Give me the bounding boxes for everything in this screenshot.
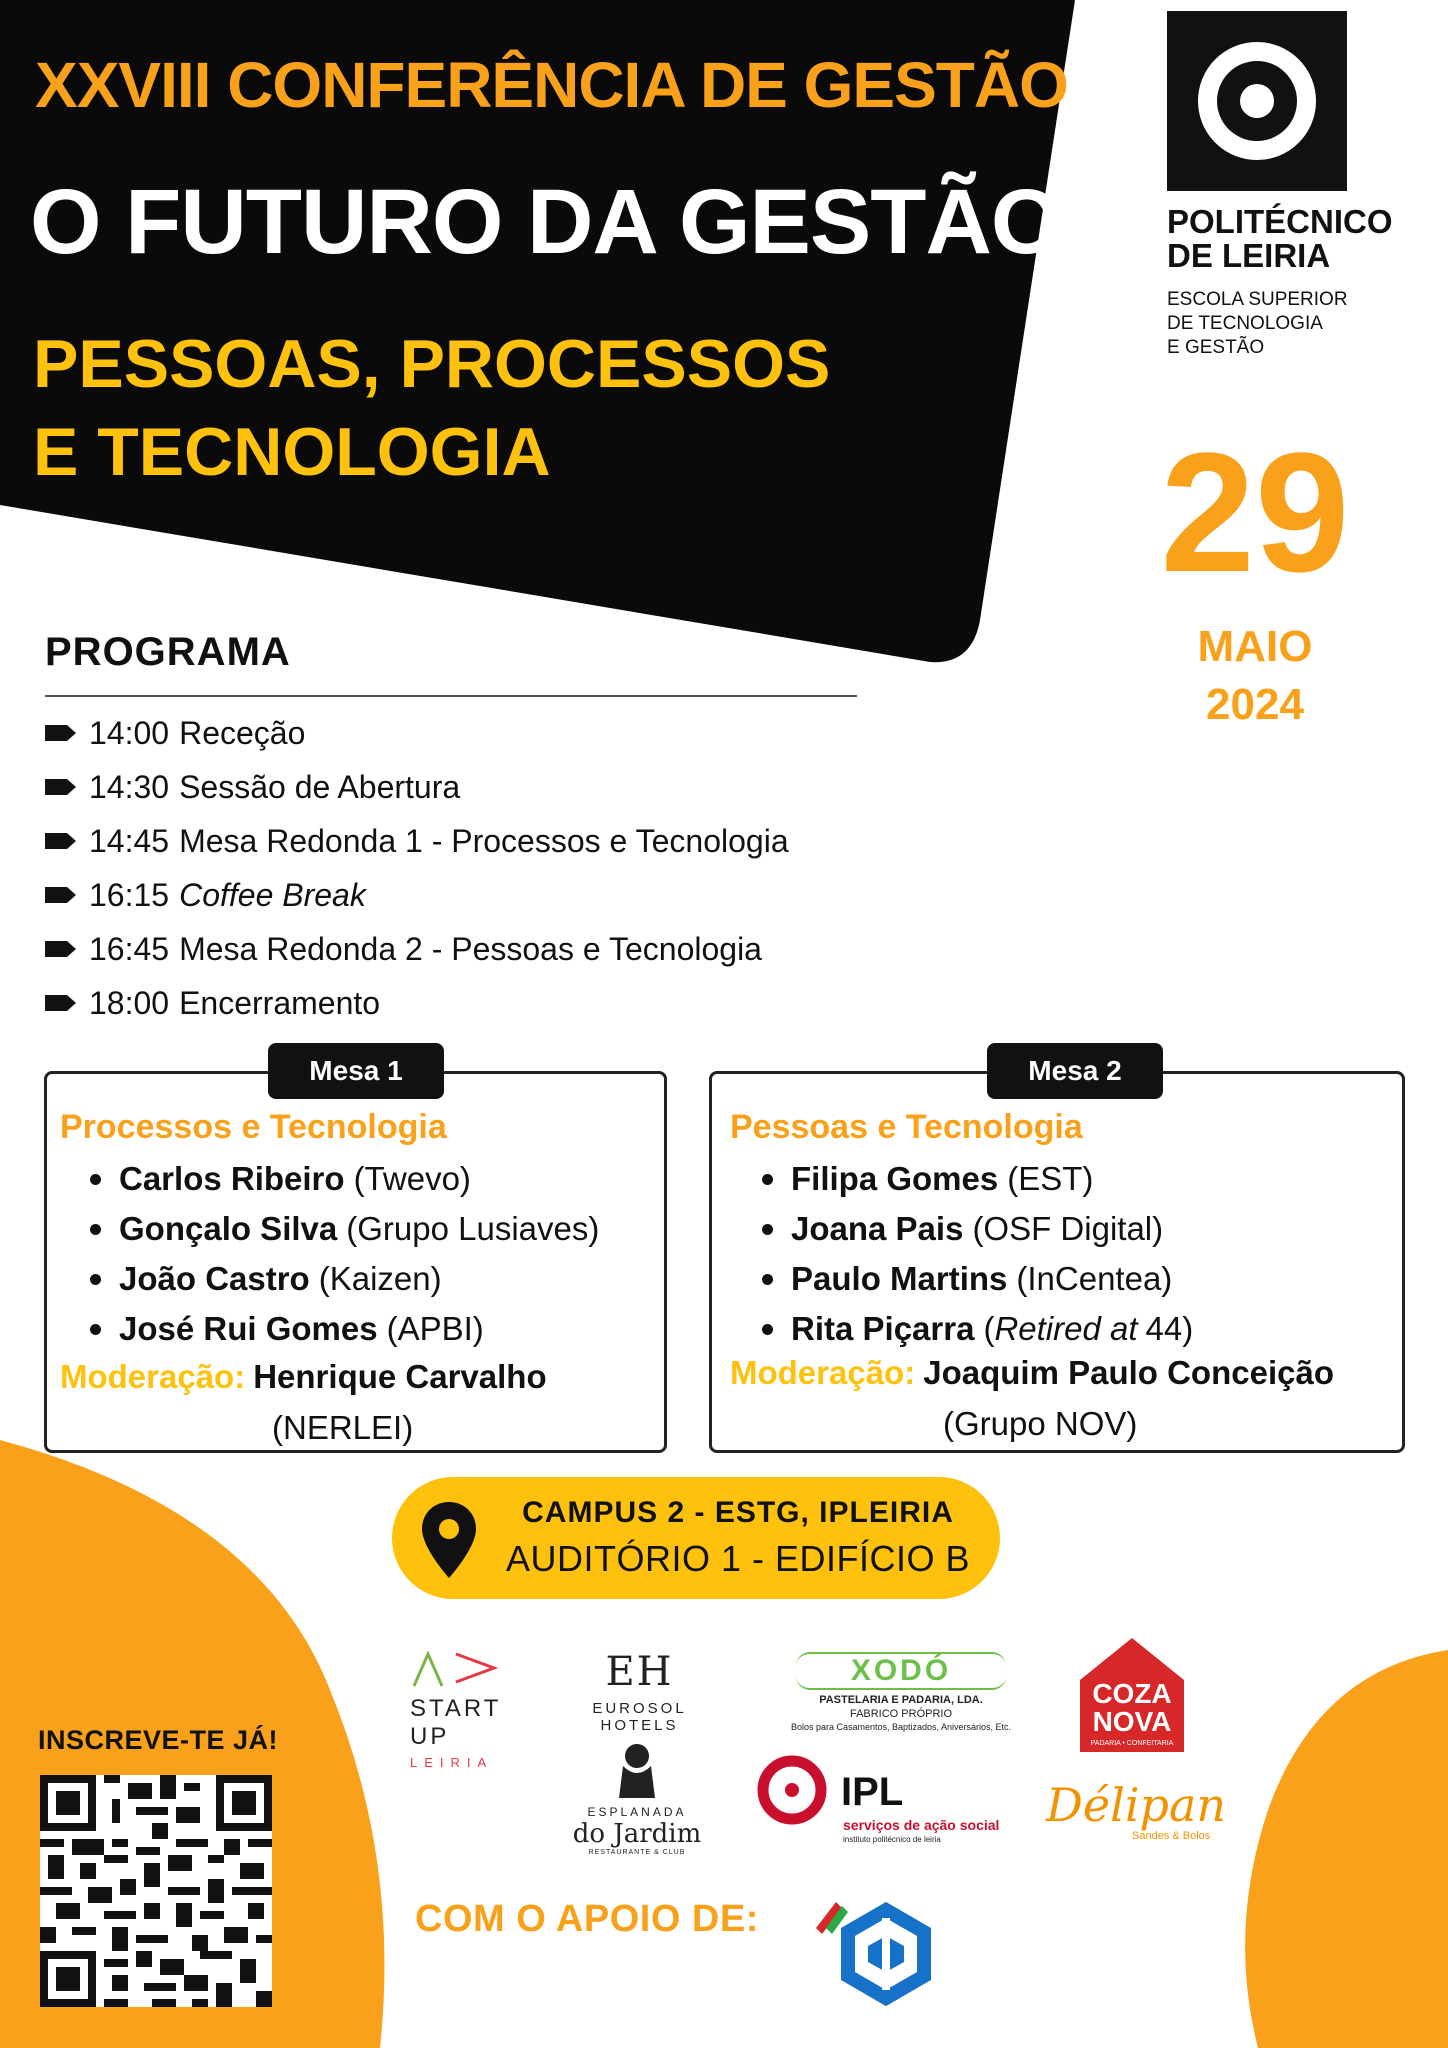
program-divider: [45, 695, 857, 697]
mesa2-heading: Pessoas e Tecnologia: [730, 1108, 1083, 1146]
esplanada-line3: RESTAURANTE & CLUB: [588, 1849, 686, 1856]
speaker-org: (Twevo): [353, 1160, 471, 1197]
bullet-dot: [762, 1224, 773, 1235]
speaker-org-open: (: [983, 1310, 995, 1347]
mesa1-heading: Processos e Tecnologia: [60, 1108, 447, 1146]
map-pin-icon: [418, 1500, 480, 1580]
tag-arrow-icon: [45, 885, 77, 905]
speaker-name: José Rui Gomes: [119, 1310, 378, 1347]
speaker-name: Rita Piçarra: [791, 1310, 975, 1347]
ipl-line2: instituto politécnico de leiria: [843, 1835, 941, 1844]
event-day: 29: [1160, 418, 1350, 608]
startup-line2: UP: [410, 1723, 450, 1750]
coza-nova-line2: NOVA: [1092, 1706, 1172, 1737]
bullet-dot: [762, 1324, 773, 1335]
program-label: Sessão de Abertura: [179, 768, 461, 805]
esplanada-line2: do Jardim: [572, 1819, 702, 1849]
speaker-name: Paulo Martins: [791, 1260, 1008, 1297]
tag-arrow-icon: [45, 723, 77, 743]
program-item: [45, 814, 789, 868]
event-year: 2024: [1206, 680, 1304, 729]
sponsor-esplanada-jardim: [552, 1740, 722, 1856]
program-time: 16:45: [89, 930, 170, 967]
program-time: 18:00: [89, 984, 170, 1021]
coza-nova-line3: PADARIA • CONFEITARIA: [1090, 1740, 1174, 1747]
speaker-name: Joana Pais: [791, 1210, 964, 1247]
speaker-item: [90, 1254, 599, 1304]
program-label: Encerramento: [179, 984, 381, 1021]
moderator-name: Henrique Carvalho: [253, 1358, 547, 1395]
institution-line1: POLITÉCNICO: [1167, 203, 1393, 240]
bullet-dot: [762, 1174, 773, 1185]
program-time: 14:00: [89, 714, 170, 751]
program-item: [45, 760, 789, 814]
speaker-org: (InCentea): [1016, 1260, 1173, 1297]
program-item: [45, 868, 789, 922]
ipl-line1: serviços de ação social: [843, 1817, 1000, 1833]
registration-label[interactable]: INSCREVE-TE JÁ!: [38, 1725, 279, 1755]
speaker-org: (Grupo Lusiaves): [346, 1210, 600, 1247]
speaker-org-role: Retired at: [994, 1310, 1138, 1347]
sponsor-coza-nova: [1078, 1636, 1186, 1754]
program-time: 14:30: [89, 768, 170, 805]
sponsor-ipl-sas: [755, 1753, 1015, 1853]
startup-line3: LEIRIA: [410, 1755, 494, 1770]
program-time: 14:45: [89, 822, 170, 859]
program-label: Mesa Redonda 1 - Processos e Tecnologia: [179, 822, 789, 859]
speaker-org: (OSF Digital): [972, 1210, 1164, 1247]
school-name: [1167, 288, 1348, 360]
bullet-dot: [90, 1224, 101, 1235]
delipan-name: Délipan: [1046, 1778, 1227, 1832]
program-list: [45, 706, 789, 1030]
tag-arrow-icon: [45, 993, 77, 1013]
speaker-org: (EST): [1007, 1160, 1094, 1197]
tag-arrow-icon: [45, 777, 77, 797]
mesa2-moderator-org: (Grupo NOV): [943, 1405, 1138, 1442]
sponsor-eurosol-hotels: [552, 1650, 727, 1734]
conference-subtitle: PESSOAS, PROCESSOS E TECNOLOGIA: [33, 326, 831, 490]
institution-name: [1167, 205, 1393, 273]
mesa1-moderator-org: (NERLEI): [272, 1409, 414, 1446]
speaker-org: (APBI): [386, 1310, 484, 1347]
conference-edition: XXVIII CONFERÊNCIA DE GESTÃO: [35, 49, 1068, 121]
speaker-org: (Kaizen): [318, 1260, 442, 1297]
program-label: Receção: [179, 714, 306, 751]
orange-blob-right: [1228, 1650, 1448, 2048]
cgd-bank-logo: [812, 1898, 946, 2010]
xodo-line1: PASTELARIA E PADARIA, LDA.: [819, 1694, 983, 1706]
sponsor-startup-leiria: [410, 1648, 500, 1788]
eurosol-mark: EH: [605, 1649, 674, 1695]
mesa1-moderation: [60, 1358, 547, 1396]
statue-head-icon: [615, 1740, 659, 1800]
speaker-name: João Castro: [119, 1260, 310, 1297]
mesa2-moderation: [730, 1354, 1334, 1392]
speaker-item: [90, 1304, 599, 1354]
speaker-item: [762, 1304, 1193, 1354]
location-campus: CAMPUS 2 - ESTG, IPLEIRIA: [522, 1496, 954, 1529]
speaker-item: [762, 1254, 1193, 1304]
support-label: COM O APOIO DE:: [415, 1898, 759, 1940]
moderator-name: Joaquim Paulo Conceição: [923, 1354, 1334, 1391]
mesa2-tab: Mesa 2: [987, 1043, 1163, 1099]
event-month: MAIO: [1197, 622, 1313, 671]
school-line3: E GESTÃO: [1167, 337, 1265, 358]
delipan-sub: Sandes & Bolos: [1132, 1830, 1211, 1842]
location-room: AUDITÓRIO 1 - EDIFÍCIO B: [505, 1538, 971, 1579]
school-line2: DE TECNOLOGIA: [1167, 313, 1323, 334]
school-line1: ESCOLA SUPERIOR: [1167, 289, 1348, 310]
startup-line1: START: [410, 1695, 502, 1722]
xodo-name: XODÓ: [796, 1652, 1006, 1690]
registration-qr-code[interactable]: [40, 1775, 272, 2007]
xodo-line2: FABRICO PRÓPRIO: [849, 1708, 953, 1720]
eurosol-name: EUROSOL HOTELS: [592, 1700, 687, 1734]
mesa1-speakers: [90, 1154, 599, 1354]
bullet-dot: [90, 1324, 101, 1335]
program-label: Coffee Break: [179, 876, 366, 913]
sponsor-delipan: [1046, 1780, 1226, 1842]
bullet-dot: [90, 1274, 101, 1285]
bullet-dot: [762, 1274, 773, 1285]
event-month-year: [1130, 618, 1380, 734]
program-time: 16:15: [89, 876, 170, 913]
tag-arrow-icon: [45, 831, 77, 851]
program-item: [45, 706, 789, 760]
conference-title: O FUTURO DA GESTÃO: [30, 171, 1062, 273]
mesa1-tab: Mesa 1: [268, 1043, 444, 1099]
program-title: PROGRAMA: [45, 630, 291, 674]
institution-line2: DE LEIRIA: [1167, 237, 1331, 274]
program-item: [45, 976, 789, 1030]
xodo-line3: Bolos para Casamentos, Baptizados, Aniversários, Etc.: [790, 1722, 1012, 1732]
speaker-item: [762, 1154, 1193, 1204]
mesa2-speakers: [762, 1154, 1193, 1354]
speaker-item: [90, 1204, 599, 1254]
bullet-dot: [90, 1174, 101, 1185]
moderation-label: Moderação:: [730, 1354, 916, 1391]
speaker-item: [762, 1204, 1193, 1254]
ipl-name: IPL: [841, 1770, 904, 1814]
ipl-ring-icon: [755, 1753, 829, 1827]
speaker-org-age: 44): [1145, 1310, 1194, 1347]
speaker-name: Gonçalo Silva: [119, 1210, 338, 1247]
speaker-item: [90, 1154, 599, 1204]
speaker-name: Filipa Gomes: [791, 1160, 999, 1197]
esplanada-line1: ESPLANADA: [587, 1805, 687, 1819]
program-item: [45, 922, 789, 976]
moderation-label: Moderação:: [60, 1358, 246, 1395]
politecnico-logo-dot: [1240, 84, 1274, 118]
startup-arrow-icon: [410, 1648, 500, 1690]
coza-nova-line1: COZA: [1092, 1678, 1172, 1709]
sponsor-xodo: [766, 1652, 1036, 1732]
tag-arrow-icon: [45, 939, 77, 959]
program-label: Mesa Redonda 2 - Pessoas e Tecnologia: [179, 930, 762, 967]
speaker-name: Carlos Ribeiro: [119, 1160, 345, 1197]
